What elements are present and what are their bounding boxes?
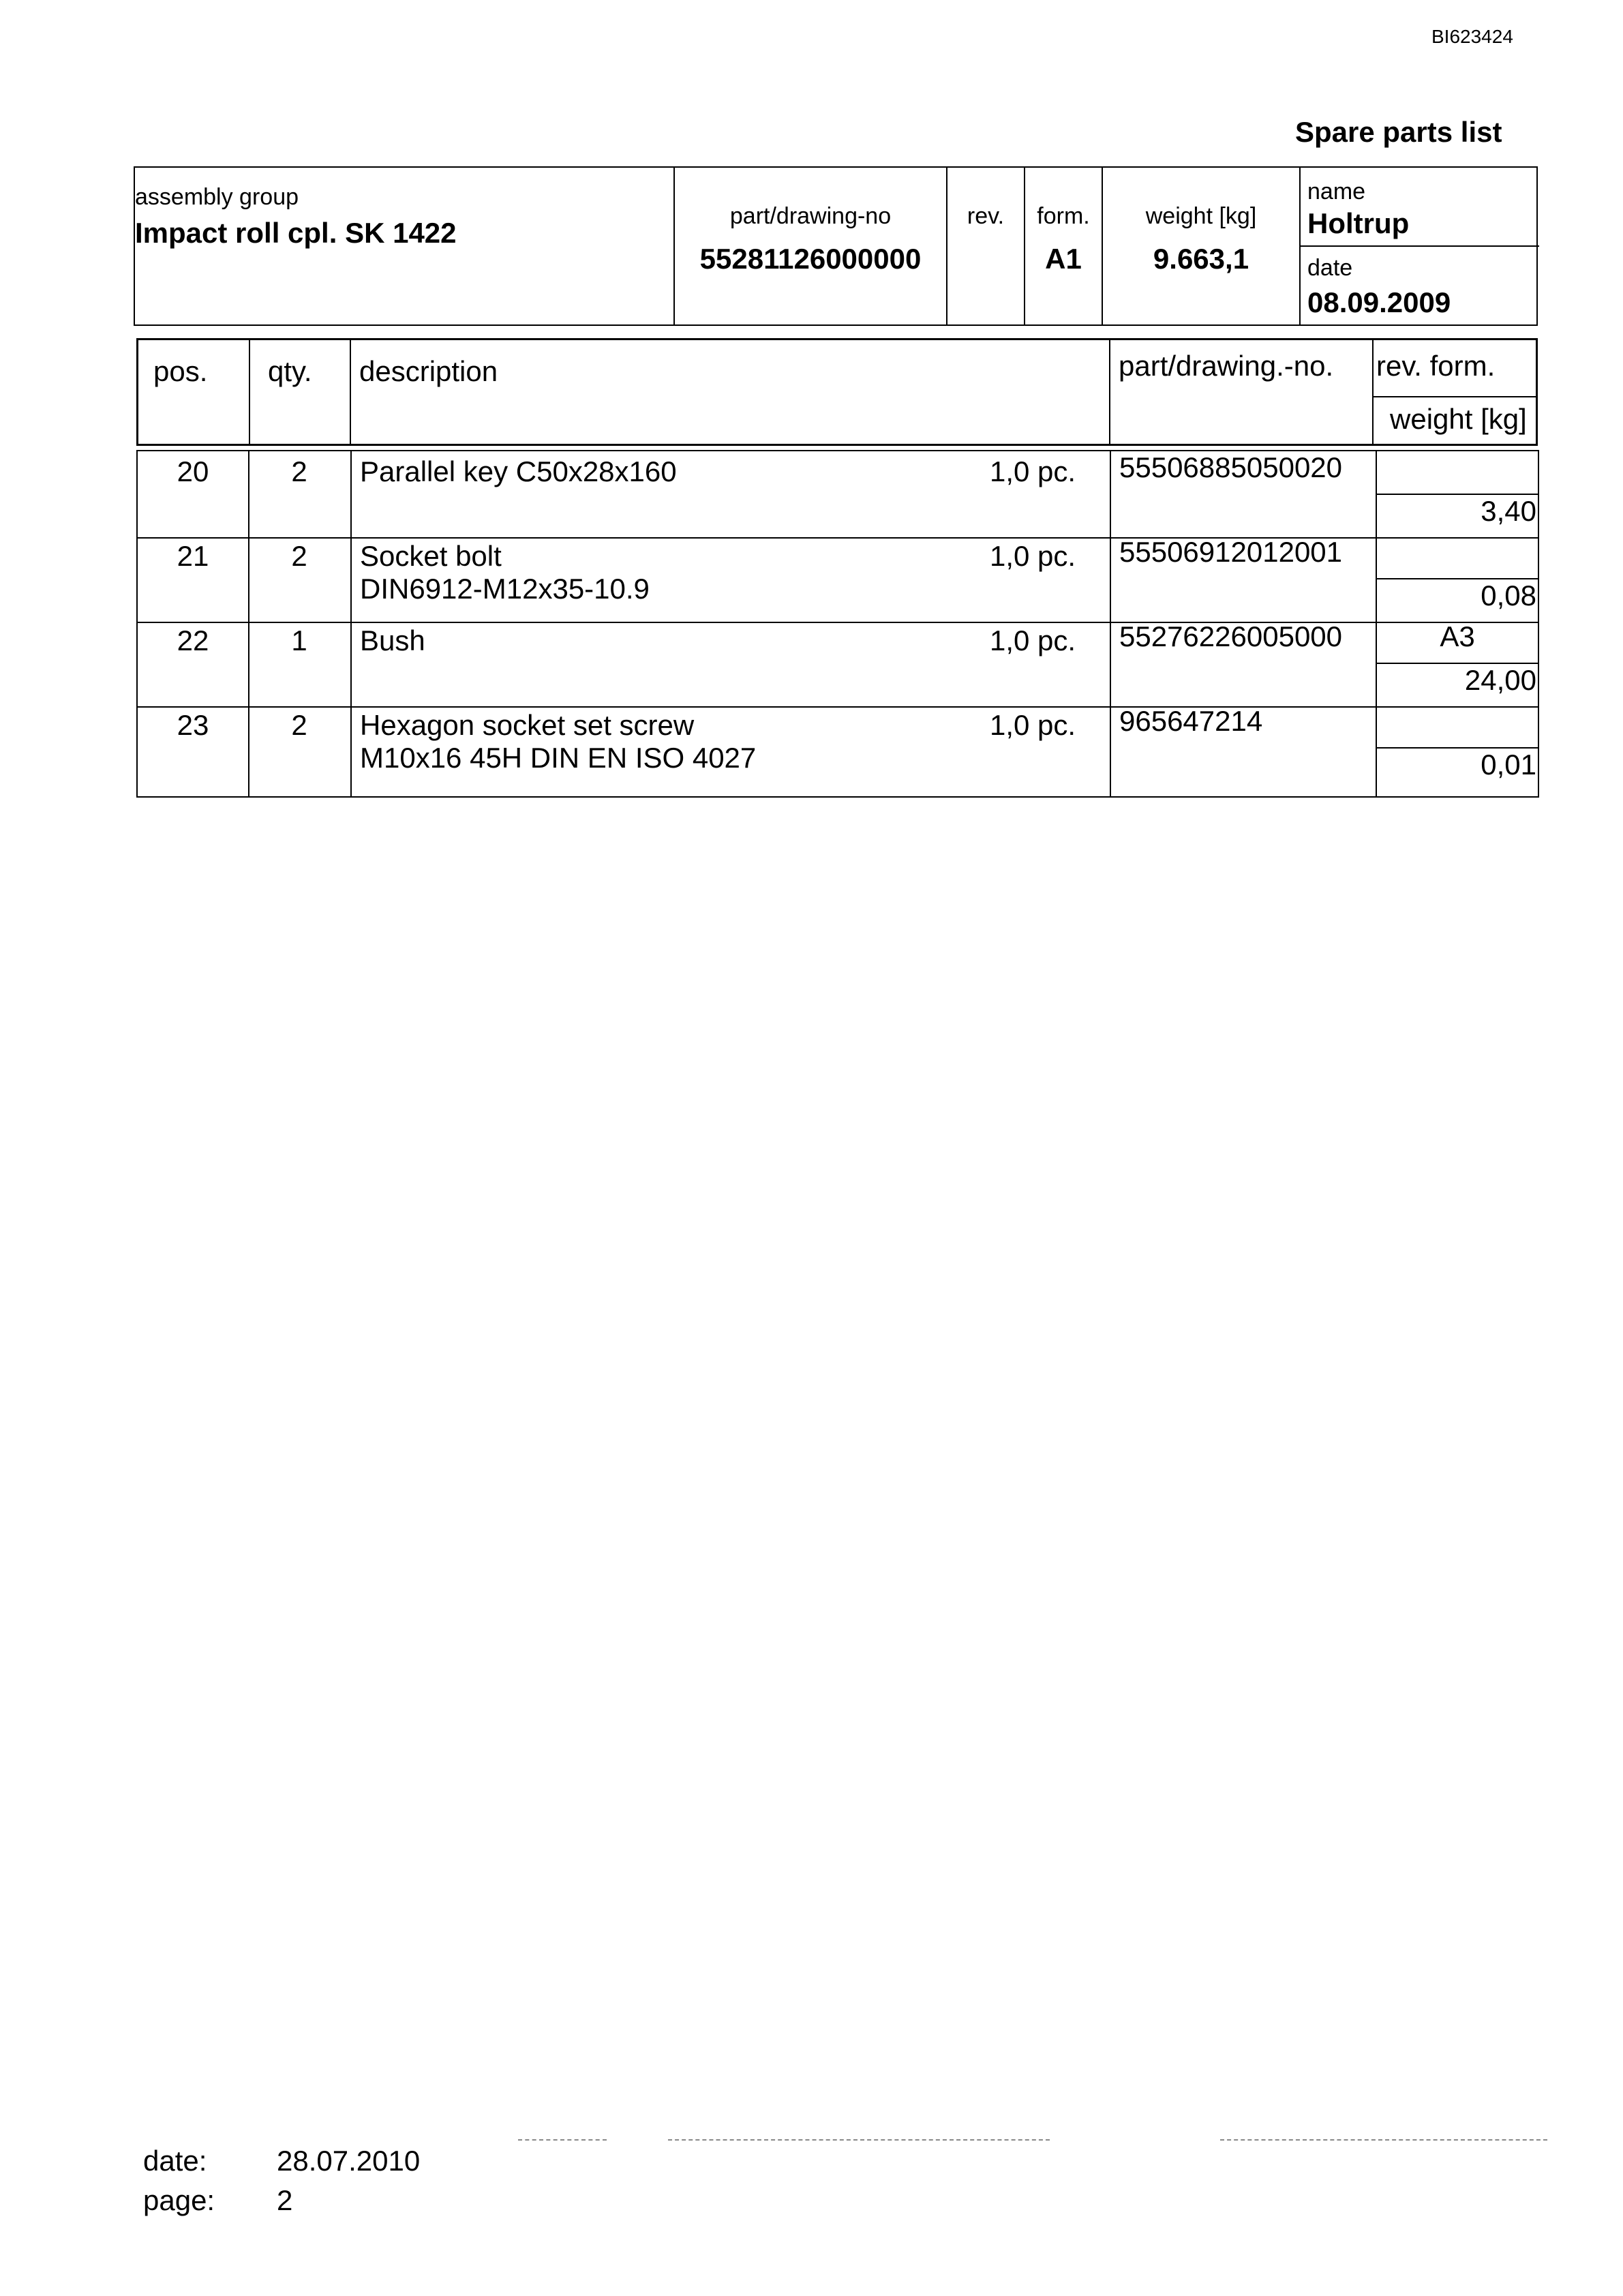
rev-cell <box>946 168 1024 324</box>
column-header <box>136 338 1538 446</box>
footer-divider <box>1220 2139 1547 2141</box>
weight-value: 9.663,1 <box>1153 243 1249 275</box>
part-drawing-value: 55281126000000 <box>699 243 922 275</box>
form-value: A1 <box>1045 243 1082 275</box>
row-part-no: 55276226005000 <box>1119 620 1343 652</box>
header-box <box>134 166 1538 326</box>
row-weight: 0,08 <box>1481 579 1536 611</box>
row-qty: 1 <box>291 624 307 656</box>
parts-table <box>136 450 1539 798</box>
row-qty: 2 <box>291 455 307 487</box>
row-part-no: 55506912012001 <box>1119 536 1343 568</box>
assembly-group-label: assembly group <box>135 184 299 210</box>
footer-date-label: date: <box>143 2145 207 2177</box>
col-part-no: part/drawing.-no. <box>1119 350 1334 382</box>
row-unit: 1,0 pc. <box>990 540 1076 572</box>
row-pos: 20 <box>177 455 209 487</box>
row-weight: 3,40 <box>1481 495 1536 527</box>
row-form: A3 <box>1440 620 1475 652</box>
row-part-no: 55506885050020 <box>1119 451 1343 483</box>
row-part-no: 965647214 <box>1119 705 1263 737</box>
row-pos: 23 <box>177 709 209 741</box>
row-unit: 1,0 pc. <box>990 709 1076 741</box>
row-description-line2: M10x16 45H DIN EN ISO 4027 <box>360 742 757 774</box>
row-qty: 2 <box>291 540 307 572</box>
col-qty: qty. <box>268 355 312 387</box>
footer-divider <box>668 2139 1050 2141</box>
row-unit: 1,0 pc. <box>990 455 1076 487</box>
footer-page-label: page: <box>143 2184 215 2216</box>
row-pos: 22 <box>177 624 209 656</box>
row-pos: 21 <box>177 540 209 572</box>
row-qty: 2 <box>291 709 307 741</box>
col-weight: weight [kg] <box>1390 403 1527 435</box>
row-description: Socket bolt <box>360 540 502 572</box>
rev-label: rev. <box>967 203 1005 229</box>
date-label: date <box>1307 255 1353 281</box>
part-drawing-cell <box>673 168 946 324</box>
row-description: Bush <box>360 624 425 656</box>
col-pos: pos. <box>153 355 208 387</box>
weight-cell <box>1102 168 1299 324</box>
date-value: 08.09.2009 <box>1307 286 1451 318</box>
row-weight: 0,01 <box>1481 749 1536 781</box>
footer-page-value: 2 <box>277 2184 293 2216</box>
weight-label: weight [kg] <box>1145 203 1257 229</box>
name-date-cell <box>1299 168 1539 324</box>
row-weight: 24,00 <box>1464 664 1536 696</box>
col-description: description <box>359 355 498 387</box>
col-rev-form: rev. form. <box>1376 350 1496 382</box>
row-description: Hexagon socket set screw <box>360 709 695 741</box>
footer-divider <box>518 2139 607 2141</box>
form-cell <box>1024 168 1102 324</box>
footer-date-value: 28.07.2010 <box>277 2145 421 2177</box>
form-label: form. <box>1037 203 1090 229</box>
row-description: Parallel key C50x28x160 <box>360 455 677 487</box>
list-title: Spare parts list <box>1295 116 1502 148</box>
row-unit: 1,0 pc. <box>990 624 1076 656</box>
document-id: BI623424 <box>1431 26 1513 47</box>
row-description-line2: DIN6912-M12x35-10.9 <box>360 573 650 605</box>
assembly-group-value: Impact roll cpl. SK 1422 <box>135 217 457 249</box>
part-drawing-label: part/drawing-no <box>729 203 892 229</box>
name-label: name <box>1307 179 1366 205</box>
name-value: Holtrup <box>1307 207 1410 239</box>
